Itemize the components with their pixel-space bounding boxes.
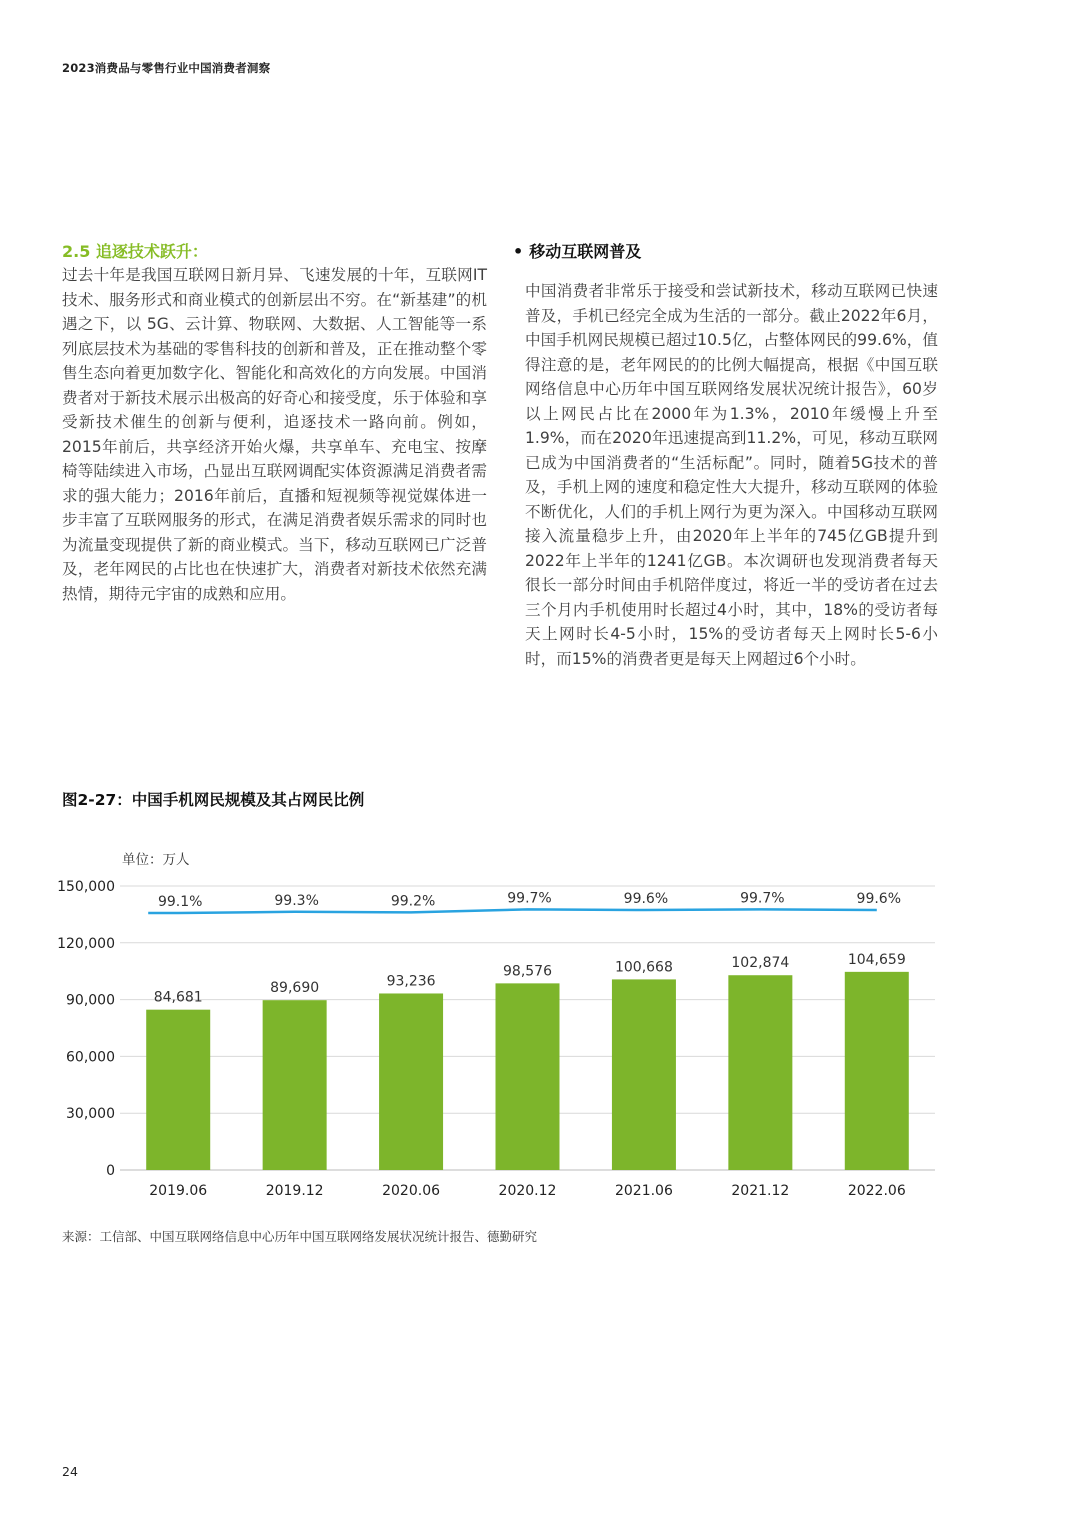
x-tick-label: 2022.06	[847, 1183, 906, 1199]
percentage-label: 99.7%	[740, 890, 785, 907]
x-tick-label: 2021.06	[614, 1183, 673, 1199]
x-tick-label: 2019.12	[265, 1183, 324, 1199]
bar-value-label: 98,576	[503, 963, 552, 980]
y-tick-label: 120,000	[57, 935, 115, 952]
bullet-heading	[513, 241, 938, 263]
page-number: 24	[62, 1464, 78, 1479]
y-tick-label: 30,000	[66, 1106, 115, 1123]
report-header-title: 2023消费品与零售行业中国消费者洞察	[62, 61, 271, 75]
right-column	[513, 241, 938, 671]
y-tick-label: 0	[106, 1163, 115, 1179]
bar	[845, 972, 909, 1170]
percentage-label: 99.6%	[623, 891, 669, 907]
y-tick-label: 150,000	[57, 879, 115, 895]
bar	[728, 975, 792, 1170]
bar	[379, 993, 443, 1170]
figure-title: 图2-27：中国手机网民规模及其占网民比例	[62, 791, 365, 809]
bar	[263, 1000, 327, 1170]
percentage-label: 99.2%	[390, 893, 436, 910]
y-tick-label: 90,000	[66, 992, 115, 1009]
percentage-label: 99.3%	[274, 892, 319, 909]
percentage-label: 99.1%	[157, 894, 203, 910]
y-tick-label: 60,000	[66, 1049, 115, 1066]
bar-value-label: 93,236	[386, 973, 436, 990]
percentage-label: 99.6%	[856, 891, 902, 907]
right-paragraph: 中国消费者非常乐于接受和尝试新技术，移动互联网已快速普及，手机已经完全成为生活的一部分。截止2022年6月，中国手机网民规模已超过10.5亿，占整体网民的99.6%，值得注意的是，老年网民的的比例大幅提高，根据《中国互联网络信息中心历年中国互联网络发展状况统计报告》，60岁以上网民占比在2000年为1.3%，2010年缓慢上升至1.9%，而在2020年迅速提高到11.2%，可见，移动互联网已成为中国消费者的“生活标配”。同时，随着5G技术的普及，手机上网的速度和稳定性大大提升，移动互联网的体验不断优化，人们的手机上网行为更为深入。中国移动互联网接入流量稳步上升，由2020年上半年的745亿GB提升到2022年上半年的1241亿GB。本次调研也发现消费者每天很长一部分时间由手机陪伴度过，将近一半的受访者在过去三个月内手机使用时长超过4小时，其中，18%的受访者每天上网时长4-5小时，15%的受访者每天上网时长5-6小时，而15%的消费者更是每天上网超过6个小时。	[525, 282, 938, 668]
x-tick-label: 2020.12	[498, 1183, 557, 1199]
left-paragraph: 过去十年是我国互联网日新月异、飞速发展的十年，互联网IT技术、服务形式和商业模式的创新层出不穷。在“新基建”的机遇之下，以 5G、云计算、物联网、大数据、人工智能等一系列底层技术为基础的零售科技的创新和普及，正在推动整个零售生态向着更加数字化、智能化和高效化的方向发展。中国消费者对于新技术展示出极高的好奇心和接受度，乐于体验和享受新技术催生的创新与便利，追逐技术一路向前。例如，2015年前后，共享经济开始火爆，共享单车、充电宝、按摩椅等陆续进入市场，凸显出互联网调配实体资源满足消费者需求的强大能力；2016年前后，直播和短视频等视觉媒体进一步丰富了互联网服务的形式，在满足消费者娱乐需求的同时也为流量变现提供了新的商业模式。当下，移动互联网已广泛普及，老年网民的占比也在快速扩大，消费者对新技术依然充满热情，期待元宇宙的成熟和应用。	[62, 266, 487, 603]
left-column	[62, 241, 487, 606]
bar	[146, 1010, 210, 1170]
x-tick-label: 2021.12	[731, 1183, 790, 1199]
unit-label: 单位：万人	[122, 852, 190, 868]
percentage-line	[148, 909, 877, 913]
bar	[496, 983, 560, 1170]
bar-value-label: 100,668	[614, 959, 673, 976]
section-title: 2.5 追逐技术跃升：	[62, 242, 208, 261]
bar-value-label: 89,690	[270, 980, 320, 997]
x-tick-label: 2020.06	[382, 1183, 441, 1199]
bullet-title: 移动互联网普及	[529, 242, 642, 261]
bar-value-label: 104,659	[847, 951, 906, 968]
bar-value-label: 84,681	[153, 989, 203, 1006]
bar	[612, 979, 676, 1170]
source-note: 来源：工信部、中国互联网络信息中心历年中国互联网络发展状况统计报告、德勤研究	[62, 1229, 538, 1244]
x-tick-label: 2019.06	[149, 1183, 208, 1199]
bullet-icon: •	[513, 242, 524, 261]
mobile-users-chart	[40, 838, 960, 1213]
percentage-label: 99.7%	[507, 890, 552, 907]
bar-value-label: 102,874	[731, 955, 790, 972]
